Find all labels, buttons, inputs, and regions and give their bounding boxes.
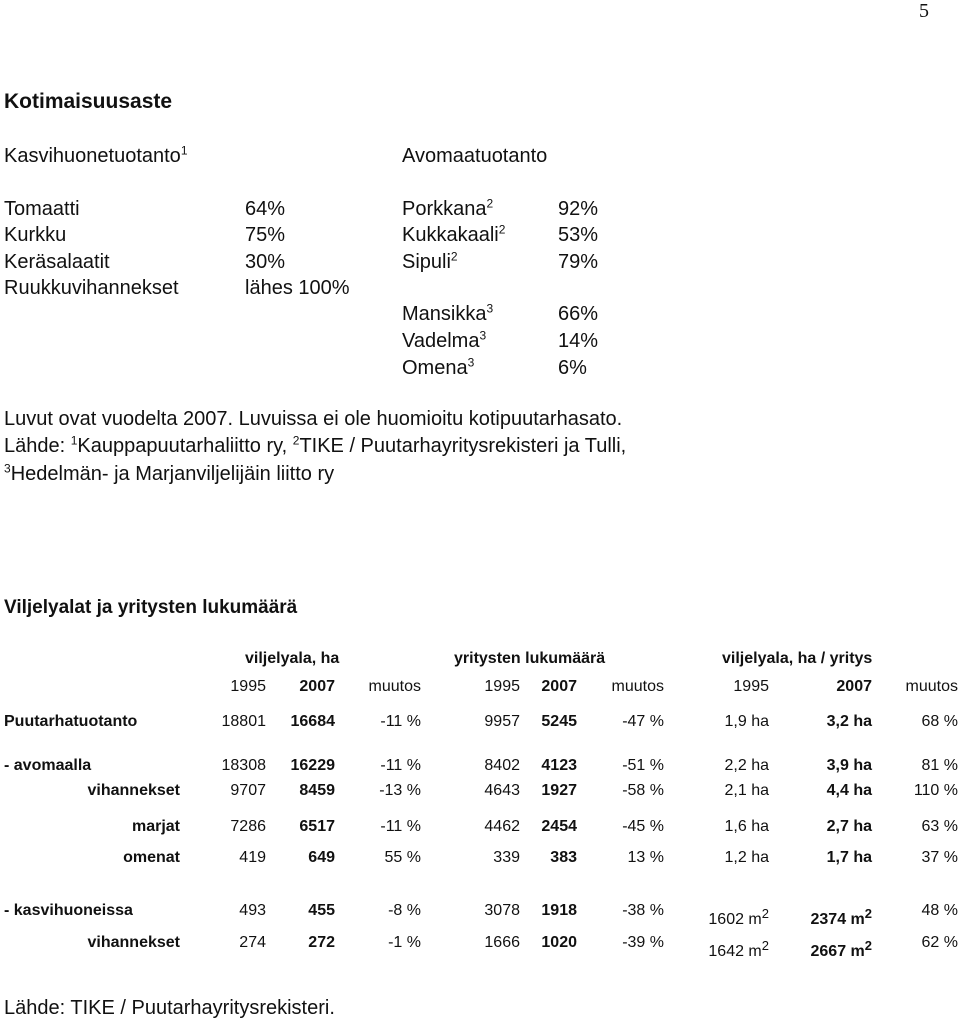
table-cell: 274 bbox=[239, 934, 266, 951]
table-cell: 1918 bbox=[541, 902, 577, 919]
column-header: 1995 bbox=[230, 678, 266, 695]
page-number: 5 bbox=[919, 0, 929, 22]
table-cell: 2454 bbox=[541, 818, 577, 835]
table-cell: 37 % bbox=[921, 849, 958, 866]
column-header: muutos bbox=[611, 678, 664, 695]
table-cell: 383 bbox=[550, 849, 577, 866]
row-label: Puutarhatuotanto bbox=[4, 713, 138, 730]
table-cell: 16229 bbox=[290, 757, 335, 774]
table-cell: -47 % bbox=[622, 713, 664, 730]
table-cell: 55 % bbox=[384, 849, 421, 866]
list-item-name: Ruukkuvihannekset bbox=[4, 277, 179, 299]
list-item-value: 6% bbox=[558, 357, 587, 379]
group-header: yritysten lukumäärä bbox=[454, 650, 606, 667]
list-item-name: Kukkakaali$^2$ bbox=[402, 222, 506, 246]
column-header: 2007 bbox=[541, 678, 577, 695]
row-label: vihannekset bbox=[87, 782, 180, 799]
note-sources: Lähde: $^1$Kauppapuutarhaliitto ry, $^2$TIKE / Puutarhayritysrekisteri ja Tulli, bbox=[4, 433, 627, 457]
table-cell: 419 bbox=[239, 849, 266, 866]
row-label: marjat bbox=[131, 818, 180, 835]
column-header: 2007 bbox=[836, 678, 872, 695]
table-cell: 7286 bbox=[230, 818, 266, 835]
list-item-value: 66% bbox=[558, 303, 599, 325]
note-sources-cont: $^3$Hedelmän- ja Marjanviljelijäin liitto ry bbox=[4, 461, 335, 485]
list-item-value: 75% bbox=[245, 224, 286, 246]
table-cell: 2,2 ha bbox=[724, 757, 769, 774]
list-item-name: Vadelma$^3$ bbox=[402, 328, 487, 352]
page-heading: Kotimaisuusaste bbox=[4, 90, 173, 113]
column-header: 2007 bbox=[299, 678, 335, 695]
table-cell: 339 bbox=[493, 849, 520, 866]
table-cell: 3,9 ha bbox=[826, 757, 872, 774]
table-cell: 8402 bbox=[484, 757, 520, 774]
list-item-name: Tomaatti bbox=[4, 198, 80, 220]
table-cell: 9957 bbox=[484, 713, 520, 730]
table-cell: 2667 $m^2$ bbox=[810, 938, 872, 960]
table-cell: -51 % bbox=[622, 757, 664, 774]
table-cell: 3078 bbox=[484, 902, 520, 919]
table-cell: 5245 bbox=[541, 713, 577, 730]
list-item-name: Porkkana$^2$ bbox=[402, 196, 494, 220]
list-item-value: 92% bbox=[558, 198, 599, 220]
table-cell: 6517 bbox=[299, 818, 335, 835]
table-cell: 1020 bbox=[541, 934, 577, 951]
column-header: muutos bbox=[905, 678, 958, 695]
table-cell: 4,4 ha bbox=[826, 782, 872, 799]
table-cell: -1 % bbox=[388, 934, 421, 951]
table-cell: 1666 bbox=[484, 934, 520, 951]
table-cell: 18801 bbox=[221, 713, 266, 730]
table-cell: -45 % bbox=[622, 818, 664, 835]
table-cell: 62 % bbox=[921, 934, 958, 951]
column-header: 1995 bbox=[733, 678, 769, 695]
table-cell: 1602 $m^2$ bbox=[708, 906, 769, 928]
row-label: - avomaalla bbox=[4, 757, 92, 774]
list-item-value: 53% bbox=[558, 224, 599, 246]
table-cell: -13 % bbox=[379, 782, 421, 799]
list-item-value: 30% bbox=[245, 251, 286, 273]
column-header: muutos bbox=[368, 678, 421, 695]
table-cell: 2,1 ha bbox=[724, 782, 769, 799]
table-cell: -38 % bbox=[622, 902, 664, 919]
table-cell: 13 % bbox=[627, 849, 664, 866]
list-item-name: Keräsalaatit bbox=[4, 251, 110, 273]
table-cell: 1,9 ha bbox=[724, 713, 769, 730]
list-item-value: lähes 100% bbox=[245, 277, 350, 299]
table-cell: 493 bbox=[239, 902, 266, 919]
table-cell: 649 bbox=[308, 849, 335, 866]
table-cell: 9707 bbox=[230, 782, 266, 799]
table-cell: 110 % bbox=[913, 782, 958, 799]
column-header: 1995 bbox=[484, 678, 520, 695]
greenhouse-title: Kasvihuonetuotanto$^1$ bbox=[4, 143, 188, 167]
table-cell: 68 % bbox=[921, 713, 958, 730]
list-item-value: 79% bbox=[558, 251, 599, 273]
table-cell: 4643 bbox=[484, 782, 520, 799]
list-item-name: Omena$^3$ bbox=[402, 355, 475, 379]
list-item-name: Mansikka$^3$ bbox=[402, 301, 494, 325]
table-cell: 2,7 ha bbox=[826, 818, 872, 835]
table-cell: 81 % bbox=[921, 757, 958, 774]
table-cell: 1,6 ha bbox=[724, 818, 769, 835]
table-cell: 2374 $m^2$ bbox=[810, 906, 872, 928]
table-cell: 16684 bbox=[290, 713, 335, 730]
table-cell: 18308 bbox=[221, 757, 266, 774]
row-label: omenat bbox=[123, 849, 180, 866]
table-cell: 8459 bbox=[299, 782, 335, 799]
table-cell: 272 bbox=[308, 934, 335, 951]
list-item-value: 64% bbox=[245, 198, 286, 220]
group-header: viljelyala, ha / yritys bbox=[722, 650, 873, 667]
outdoor-title: Avomaatuotanto bbox=[402, 145, 548, 167]
table-title: Viljelyalat ja yritysten lukumäärä bbox=[4, 597, 298, 618]
table-cell: -11 % bbox=[380, 818, 421, 835]
list-item-value: 14% bbox=[558, 330, 599, 352]
group-header: viljelyala, ha bbox=[245, 650, 340, 667]
table-cell: 4123 bbox=[541, 757, 577, 774]
table-cell: -58 % bbox=[622, 782, 664, 799]
table-cell: -11 % bbox=[380, 757, 421, 774]
table-cell: 1927 bbox=[541, 782, 577, 799]
list-item-name: Kurkku bbox=[4, 224, 67, 246]
table-cell: 4462 bbox=[484, 818, 520, 835]
table-cell: -39 % bbox=[622, 934, 664, 951]
table-cell: 63 % bbox=[921, 818, 958, 835]
table-cell: -8 % bbox=[388, 902, 421, 919]
source-note: Lähde: TIKE / Puutarhayritysrekisteri. bbox=[4, 997, 335, 1019]
row-label: - kasvihuoneissa bbox=[4, 902, 133, 919]
note-year: Luvut ovat vuodelta 2007. Luvuissa ei ole huomioitu kotipuutarhasato. bbox=[4, 408, 623, 430]
table-cell: 48 % bbox=[921, 902, 958, 919]
table-cell: 1642 $m^2$ bbox=[708, 938, 769, 960]
table-cell: -11 % bbox=[380, 713, 421, 730]
table-cell: 1,2 ha bbox=[724, 849, 769, 866]
table-cell: 3,2 ha bbox=[826, 713, 872, 730]
table-cell: 1,7 ha bbox=[826, 849, 872, 866]
row-label: vihannekset bbox=[87, 934, 180, 951]
list-item-name: Sipuli$^2$ bbox=[402, 249, 458, 273]
table-cell: 455 bbox=[308, 902, 335, 919]
